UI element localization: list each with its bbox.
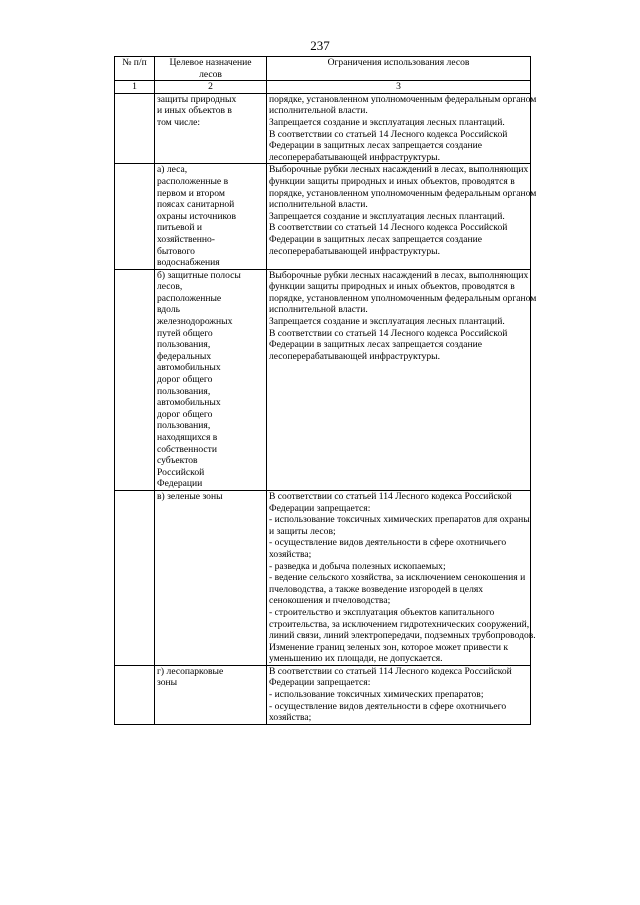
restriction-line: - ведение сельского хозяйства, за исключением сенокошения и xyxy=(269,572,526,584)
restrictions-cell xyxy=(267,490,536,665)
purpose-line: и иных объектов в xyxy=(157,105,232,117)
purpose-line: а) леса, xyxy=(157,164,188,176)
row-number-cell xyxy=(115,269,155,490)
column-number: 3 xyxy=(267,81,531,94)
table-header-row xyxy=(115,57,531,81)
purpose-line: б) защитные полосы xyxy=(157,269,241,281)
table-row xyxy=(115,164,531,269)
header-purpose-line: лесов xyxy=(199,68,222,80)
restriction-line: Запрещается создание и эксплуатация лесных плантаций. xyxy=(269,116,505,128)
table-body xyxy=(115,93,537,724)
restriction-line: В соответствии со статьей 114 Лесного кодекса Российской xyxy=(269,665,512,677)
purpose-line: зоны xyxy=(157,677,178,689)
restrictions-cell xyxy=(267,93,537,164)
restrictions-cell xyxy=(267,665,531,724)
restriction-line: Изменение границ зеленых зон, которое может привести к xyxy=(269,641,509,653)
column-number-row xyxy=(115,81,531,94)
header-purpose-line: Целевое назначение xyxy=(169,57,252,68)
restriction-line: порядке, установленном уполномоченным федеральным органом xyxy=(269,187,537,199)
purpose-line: расположенные xyxy=(157,292,222,304)
purpose-line: том числе: xyxy=(157,116,201,128)
purpose-line: субъектов xyxy=(157,455,198,467)
header-restrictions: Ограничения использования лесов xyxy=(267,57,531,81)
header-number: № п/п xyxy=(115,57,155,81)
purpose-line: водоснабжения xyxy=(157,257,220,269)
purpose-line: дорог общего xyxy=(157,374,213,386)
page-number: 237 xyxy=(310,38,330,53)
restriction-line: В соответствии со статьей 14 Лесного кодекса Российской xyxy=(269,128,508,140)
row-number-cell xyxy=(115,164,155,269)
column-number: 1 xyxy=(115,81,155,94)
purpose-line: пользования, xyxy=(157,339,211,351)
restriction-line: В соответствии со статьей 114 Лесного кодекса Российской xyxy=(269,490,512,502)
restriction-line: В соответствии со статьей 14 Лесного кодекса Российской xyxy=(269,222,508,234)
restriction-line: лесоперерабатывающей инфраструктуры. xyxy=(269,245,440,257)
purpose-line: хозяйственно- xyxy=(157,233,216,245)
purpose-line: вдоль xyxy=(157,304,181,316)
purpose-line: питьевой и xyxy=(157,222,203,234)
restriction-line: сенокошения и пчеловодства; xyxy=(269,595,391,607)
restriction-line: - осуществление видов деятельности в сфере охотничьего xyxy=(269,700,507,712)
restriction-line: В соответствии со статьей 14 Лесного кодекса Российской xyxy=(269,327,508,339)
purpose-line: г) лесопарковые xyxy=(157,665,224,677)
table-row xyxy=(115,665,531,724)
restriction-line: и защиты лесов; xyxy=(269,525,336,537)
row-number-cell xyxy=(115,665,155,724)
restriction-line: - использование токсичных химических препаратов; xyxy=(269,689,484,701)
restriction-line: лесоперерабатывающей инфраструктуры. xyxy=(269,151,440,163)
restrictions-cell xyxy=(267,269,537,490)
restriction-line: Федерации в защитных лесах запрещается создание xyxy=(269,233,483,245)
purpose-cell xyxy=(155,665,267,724)
table-row xyxy=(115,93,531,164)
purpose-line: бытового xyxy=(157,245,195,257)
column-number: 2 xyxy=(155,81,267,94)
purpose-cell xyxy=(155,269,267,490)
purpose-line: автомобильных xyxy=(157,397,221,409)
purpose-line: автомобильных xyxy=(157,362,221,374)
purpose-line: в) зеленые зоны xyxy=(157,490,223,502)
purpose-line: охраны источников xyxy=(157,210,236,222)
purpose-line: Федерации xyxy=(157,478,203,490)
restriction-line: Выборочные рубки лесных насаждений в лесах, выполняющих xyxy=(269,164,529,176)
purpose-line: пользования, xyxy=(157,385,211,397)
restriction-line: - осуществление видов деятельности в сфере охотничьего xyxy=(269,537,507,549)
restrictions-cell xyxy=(267,164,537,269)
restriction-line: исполнительной власти. xyxy=(269,105,368,117)
restriction-line: хозяйства; xyxy=(269,548,312,560)
restriction-line: Выборочные рубки лесных насаждений в лесах, выполняющих xyxy=(269,269,529,281)
purpose-line: защиты природных xyxy=(157,93,237,105)
row-number-cell xyxy=(115,93,155,164)
restriction-line: исполнительной власти. xyxy=(269,199,368,211)
purpose-line: путей общего xyxy=(157,327,213,339)
restriction-line: Запрещается создание и эксплуатация лесных плантаций. xyxy=(269,316,505,328)
restriction-line: лесоперерабатывающей инфраструктуры. xyxy=(269,350,440,362)
purpose-line: поясах санитарной xyxy=(157,199,235,211)
purpose-cell xyxy=(155,164,267,269)
restriction-line: пчеловодства, а также возведение изгородей в целях xyxy=(269,583,484,595)
restriction-line: функции защиты природных и иных объектов, проводятся в xyxy=(269,281,515,293)
purpose-line: собственности xyxy=(157,443,218,455)
restriction-line: порядке, установленном уполномоченным федеральным органом xyxy=(269,292,537,304)
restriction-line: Федерации запрещается: xyxy=(269,502,371,514)
purpose-line: железнодорожных xyxy=(157,316,233,328)
restriction-line: хозяйства; xyxy=(269,712,312,724)
header-purpose xyxy=(155,57,267,81)
purpose-cell xyxy=(155,490,267,665)
purpose-cell xyxy=(155,93,267,164)
forest-restrictions-table xyxy=(114,56,537,725)
restriction-line: порядке, установленном уполномоченным федеральным органом xyxy=(269,93,537,105)
purpose-line: пользования, xyxy=(157,420,211,432)
restriction-line: - использование токсичных химических препаратов для охраны xyxy=(269,514,530,526)
restriction-line: функции защиты природных и иных объектов, проводятся в xyxy=(269,175,515,187)
purpose-line: первом и втором xyxy=(157,187,225,199)
purpose-line: расположенные в xyxy=(157,175,229,187)
table-row xyxy=(115,269,531,490)
restriction-line: линий связи, линий электропередачи, подземных трубопроводов. xyxy=(269,630,536,642)
restriction-line: строительства, за исключением гидротехнических сооружений, xyxy=(269,618,530,630)
purpose-line: лесов, xyxy=(157,281,183,293)
purpose-line: Российской xyxy=(157,466,205,478)
restriction-line: исполнительной власти. xyxy=(269,304,368,316)
purpose-line: находящихся в xyxy=(157,432,218,443)
row-number-cell xyxy=(115,490,155,665)
table-row xyxy=(115,490,531,665)
restriction-line: Запрещается создание и эксплуатация лесных плантаций. xyxy=(269,210,505,222)
restriction-line: - разведка и добыча полезных ископаемых; xyxy=(269,560,446,572)
restriction-line: уменьшению их площади, не допускается. xyxy=(269,653,443,665)
restriction-line: Федерации в защитных лесах запрещается создание xyxy=(269,339,483,351)
restriction-line: Федерации в защитных лесах запрещается создание xyxy=(269,140,483,152)
purpose-line: дорог общего xyxy=(157,408,213,420)
restriction-line: - строительство и эксплуатация объектов капитального xyxy=(269,606,495,618)
purpose-line: федеральных xyxy=(157,350,212,362)
restriction-line: Федерации запрещается: xyxy=(269,677,371,689)
